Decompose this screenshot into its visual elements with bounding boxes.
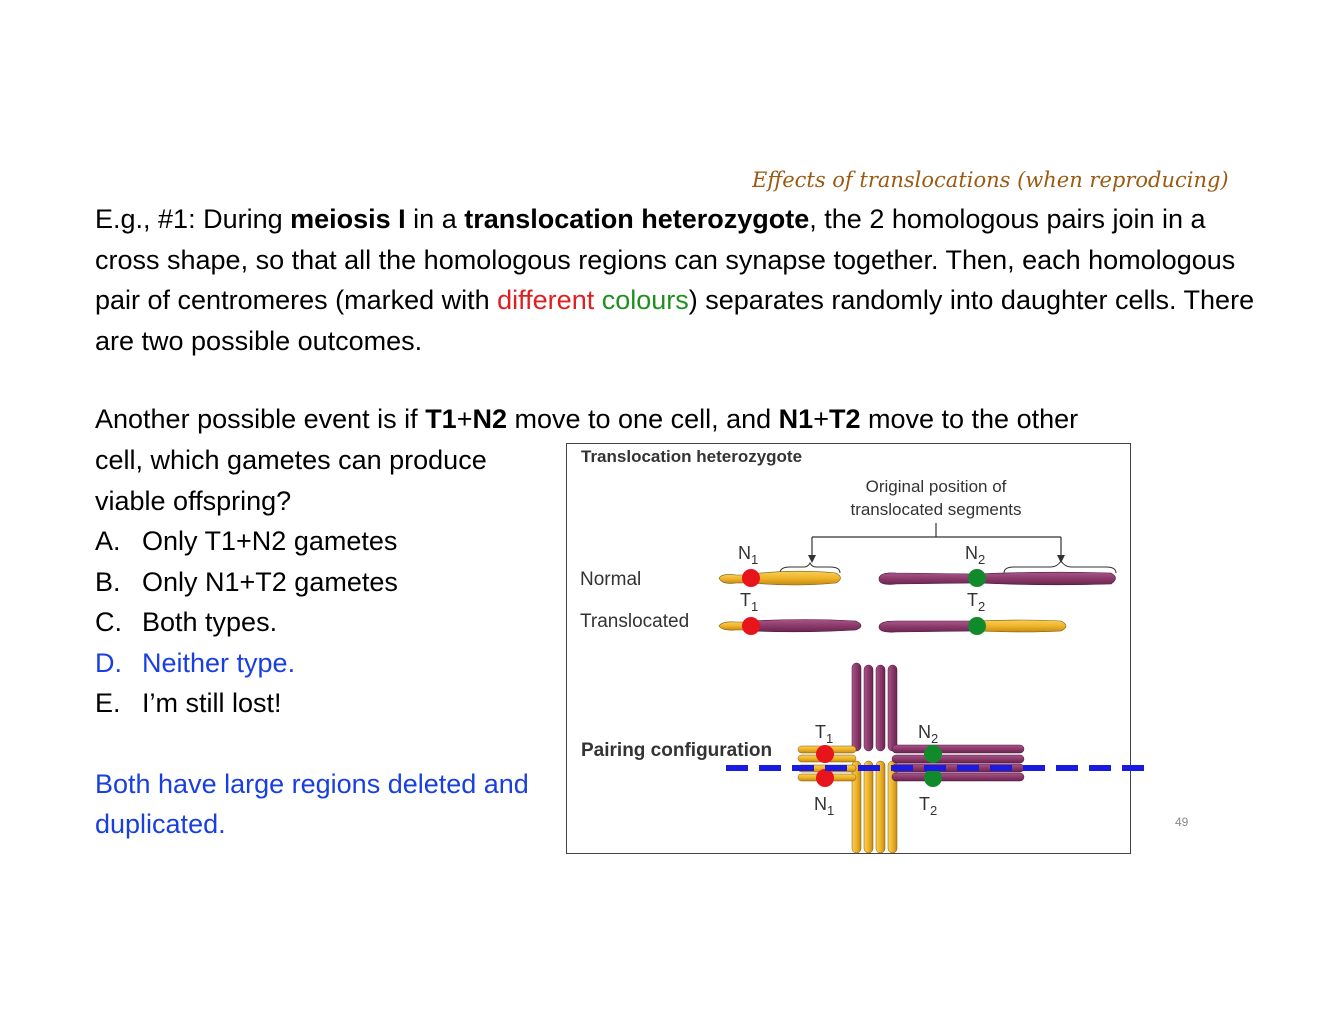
slide-subtitle: Effects of translocations (when reproducing) (752, 168, 1229, 192)
question-bold: T1 (425, 404, 457, 434)
question-bold: N2 (472, 404, 507, 434)
option-text: Both types. (142, 607, 278, 637)
option-text: Only T1+N2 gametes (142, 526, 398, 556)
intro-text: in a (405, 204, 465, 234)
pairing-label: Pairing configuration (581, 740, 773, 761)
intro-bold-heterozygote: translocation heterozygote (464, 204, 810, 234)
label-t1: $T_1$ (740, 590, 759, 614)
intro-bold-meiosis: meiosis I (290, 204, 406, 234)
row-label-translocated: Translocated (580, 611, 690, 632)
pairing-label-n2: $N_2$ (918, 722, 939, 746)
question-bold: T2 (828, 404, 861, 434)
pairing-label-n1: $N_1$ (814, 794, 835, 818)
question-text: move to the other (860, 404, 1079, 434)
option-letter: C. (95, 607, 122, 637)
option-text: Only N1+T2 gametes (142, 566, 398, 597)
option-letter: E. (95, 688, 121, 718)
label-t2: $T_2$ (967, 590, 986, 614)
option-letter: B. (95, 566, 121, 597)
intro-green-word: colours (601, 285, 689, 315)
option-text: I’m still lost! (142, 688, 282, 718)
intro-red-word: different (497, 285, 595, 315)
question-text: Another possible event is if (95, 404, 426, 434)
row-label-normal: Normal (580, 569, 642, 590)
question-bold: N1 (778, 404, 814, 434)
question-text: move to one cell, and (507, 404, 779, 434)
intro-text: E.g., #1: During (95, 204, 291, 234)
option-letter: A. (95, 526, 121, 556)
pairing-label-t2: $T_2$ (919, 794, 938, 818)
option-text: Neither type. (142, 647, 296, 678)
figure-title: Translocation heterozygote (581, 447, 803, 466)
intro-text: ) separates randomly into daughter cells. There are two possible outcomes. (95, 285, 1255, 356)
question-cont-text: cell, which gametes can produce viable offspring? (95, 445, 487, 516)
label-n1: $N_1$ (738, 543, 759, 567)
option-letter: D. (95, 647, 122, 678)
annotation-line-1: Original position of (865, 477, 1007, 496)
question-plus: + (456, 404, 473, 434)
intro-text: , the 2 homologous pairs join in a cross shape, so that all the homologous regions can synapse together. Then, each homologous pair of centromeres (marked with (95, 204, 1236, 315)
pairing-label-t1: $T_1$ (815, 722, 834, 746)
label-n2: $N_2$ (965, 543, 986, 567)
question-plus: + (813, 404, 829, 434)
answer-explanation: Both have large regions deleted and duplicated. (95, 769, 529, 839)
annotation-line-2: translocated segments (850, 500, 1022, 519)
page-number: 49 (1175, 815, 1189, 829)
